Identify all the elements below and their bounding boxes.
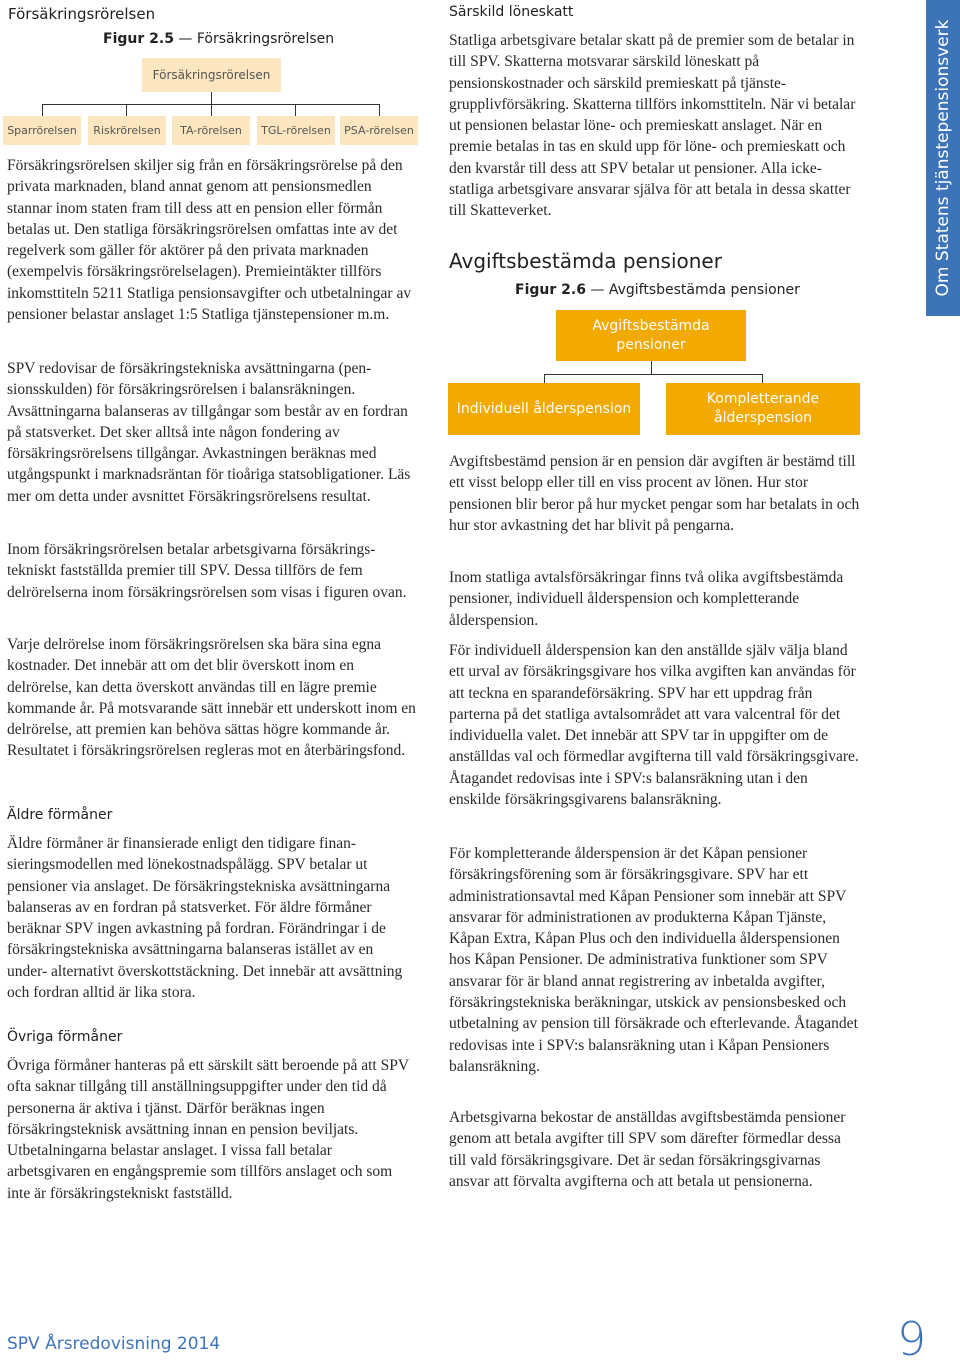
running-header: Försäkringsrörelsen [8,5,156,23]
body-paragraph: Inom statliga avtalsförsäkringar finns två olika avgiftsbestämda pensioner, individuell ålderspension och kompletterande ålderspension. [449,569,844,629]
body-paragraph: Inom försäkringsrörelsen betalar arbetsgivarna försäkringstekniskt fastställda premier till SPV. Dessa tillförs de fem delrörelserna inom försäkringsrörelsen som visas i figuren ovan. [7,541,407,601]
body-paragraph: För individuell ålderspension kan den anställde själv välja bland ett urval av försäkringsgivare hos vilka avgiften kan användas för att teckna en sparandeförsäkring. SPV har ett uppdrag från parterna på det statliga avtalsområdet att vara valcentral för det individuella valet. Det innebär att SPV tar in uppgifter om de anställdas val och förmedlar avgifterna till vald försäkringsgivare. Åtagandet redovisas inte i SPV:s balansräkning utan i den enskilde försäkringsgivarens balansräkning. [449,642,859,809]
org-connector [126,104,127,116]
figure-2-6-number: Figur 2.6 [515,282,586,298]
org-connector [211,104,212,116]
org-connector [544,374,762,375]
org-chart-child: Riskrörelsen [88,116,166,145]
org-chart-root: Försäkringsrörelsen [142,58,281,92]
body-paragraph: Varje delrörelse inom försäkringsrörelsen ska bära sina egna kostnader. Det innebär att om det blir överskott inom en delrörelse, kan detta överskott användas till en lägre premie kommande år. På motsvarande sätt innebär ett underskott inom en delrörelse, att premien kan behöva sättas högre kommande år. Resultatet i försäkringsrörelsen regleras mot en återbäringsfond. [7,636,416,760]
org-connector [42,104,43,116]
body-paragraph: Arbetsgivarna bekostar de anställdas avgiftsbestämda pensioner genom att betala avgifter till SPV som därefter förmedlar dessa till vald försäkringsgivare. Det är sedan försäkringsgivarnas ansvar att förvalta avgifterna och att betala ut pensionerna. [449,1109,846,1190]
heading-sarskild-loneskatt: Särskild löneskatt [449,4,574,20]
body-paragraph: Statliga arbetsgivare betalar skatt på de premier som de betalar in till SPV. Skatterna motsvarar särskild löneskatt på pensionskostnader och särskild premieskatt på tjänstegrupplivförsäkring. Skatterna tillförs inkomsttiteln. När vi betalar ut pensionen belastar löne- och premieskatt anslaget. När en premie betalas in tas en skuld upp för löne- och premieskatt och den kvarstår till dess att SPV betalar ut pensioner. Alla icke-statliga arbetsgivare ansvarar själva för att betala in dessa skatter till Skatteverket. [449,32,856,220]
org-chart-child: PSA-rörelsen [340,116,418,145]
footer-publication: SPV Årsredovisning 2014 [7,1334,221,1354]
section-title: Avgiftsbestämda pensioner [449,249,722,273]
org-chart-child: Sparrörelsen [3,116,81,145]
org-chart-child: Individuell ålderspension [448,383,640,435]
figure-2-5-title: Försäkringsrörelsen [196,31,335,47]
body-paragraph: För kompletterande ålderspension är det Kåpan pensioner försäkringsförening som är försäkringsgivare. SPV har ett administrationsavtal med Kåpan Pensioner som innebär att SPV ansvarar för administrationen av produkterna Kåpan Tjänste, Kåpan Extra, Kåpan Plus och den individuella ålderspensionen hos Kåpan Pensioner. De administrativa funktioner som SPV ansvarar för är bland annat registrering av inbetalda avgifter, försäkringstekniska beräkningar, utskick av pensionsbesked och utbetalning av pension till försäkrade och efterlevande. Åtagandet redovisas inte i SPV:s balansräkning utan i Kåpan Pensioners balansräkning. [449,845,858,1075]
figure-2-6-caption: Figur 2.6 — Avgiftsbestämda pensioner [515,282,800,298]
org-connector [762,374,763,383]
org-chart-child: TGL-rörelsen [257,116,335,145]
side-tab-label: Om Statens tjänstepensionsverk [933,19,953,297]
body-paragraph: SPV redovisar de försäkringstekniska avsättningarna (pensionsskulden) för försäkringsrörelsen i balansräkningen. Avsättningarna balanseras av tillgångar som består av en fordran på statsverket. Det sker alltså inte någon fondering av försäkringsrörelsens tillgångar. Avkastningen beräknas med utgångspunkt i marknadsräntan för tioåriga statsobligationer. Läs mer om detta under avsnittet Försäkringsrörelsens resultat. [7,360,411,505]
org-chart-child: Kompletterande ålderspension [666,383,860,435]
figure-2-5-caption: Figur 2.5 — Försäkringsrörelsen [103,31,335,47]
body-paragraph: Övriga förmåner hanteras på ett särskilt sätt beroende på att SPV ofta saknar tillgång till anställningsuppgifter under den tid då personerna är aktiva i tjänst. Därför beräknas ingen försäkringsteknisk avsättning innan en pension beviljats. Utbetalningarna belastar anslaget. I vissa fall betalar arbetsgivaren en engångspremie som tillförs anslaget och som inte är försäkringstekniskt fastställd. [7,1057,409,1202]
heading-ovriga-formaner: Övriga förmåner [7,1029,123,1045]
page-number: 9 [897,1312,927,1366]
body-paragraph: Avgiftsbestämd pension är en pension där avgiften är bestämd till ett visst belopp eller till en viss procent av lönen. Hur stor pensionen blir beror på hur mycket pengar som har betalats in och hur stor avkastning det har blivit på pengarna. [449,453,860,534]
figure-2-6-title: Avgiftsbestämda pensioner [608,282,800,298]
body-paragraph: Äldre förmåner är finansierade enligt den tidigare finansieringsmodellen med lönekostnadspålägg. SPV betalar ut pensioner via anslaget. De försäkringstekniska avsättningarna balanseras av en fordran på statsverket. För äldre förmåner beräknar SPV ingen avkastning på fordran. Förändringar i de försäkringstekniska avsättningarna balanseras istället av en under- alternativt överskottstäckning. Det innebär att avsättning och fordran alltid är lika stora. [7,835,403,1002]
org-connector [379,104,380,116]
org-chart-child: TA-rörelsen [172,116,250,145]
org-connector [295,104,296,116]
heading-aldre-formaner: Äldre förmåner [7,807,113,823]
org-connector [544,374,545,383]
figure-2-5-number: Figur 2.5 [103,31,174,47]
body-paragraph: Försäkringsrörelsen skiljer sig från en försäkringsrörelse på den privata marknaden, bland annat genom att pensionsmedlen stannar inom staten fram till dess att en pension eller förmån betalas ut. Den statliga försäkringsrörelsen omfattas inte av det regelverk som gäller för aktörer på den privata marknaden (exempelvis försäkringsrörelselagen). Premieintäkter tillförs inkomsttiteln 5211 Statliga pensionsavgifter och utbetalningar av pensioner belastar anslaget 1:5 Statliga tjänstepensioner m.m. [7,157,412,324]
org-chart-root: Avgiftsbestämda pensioner [556,310,746,361]
org-connector [651,361,652,375]
